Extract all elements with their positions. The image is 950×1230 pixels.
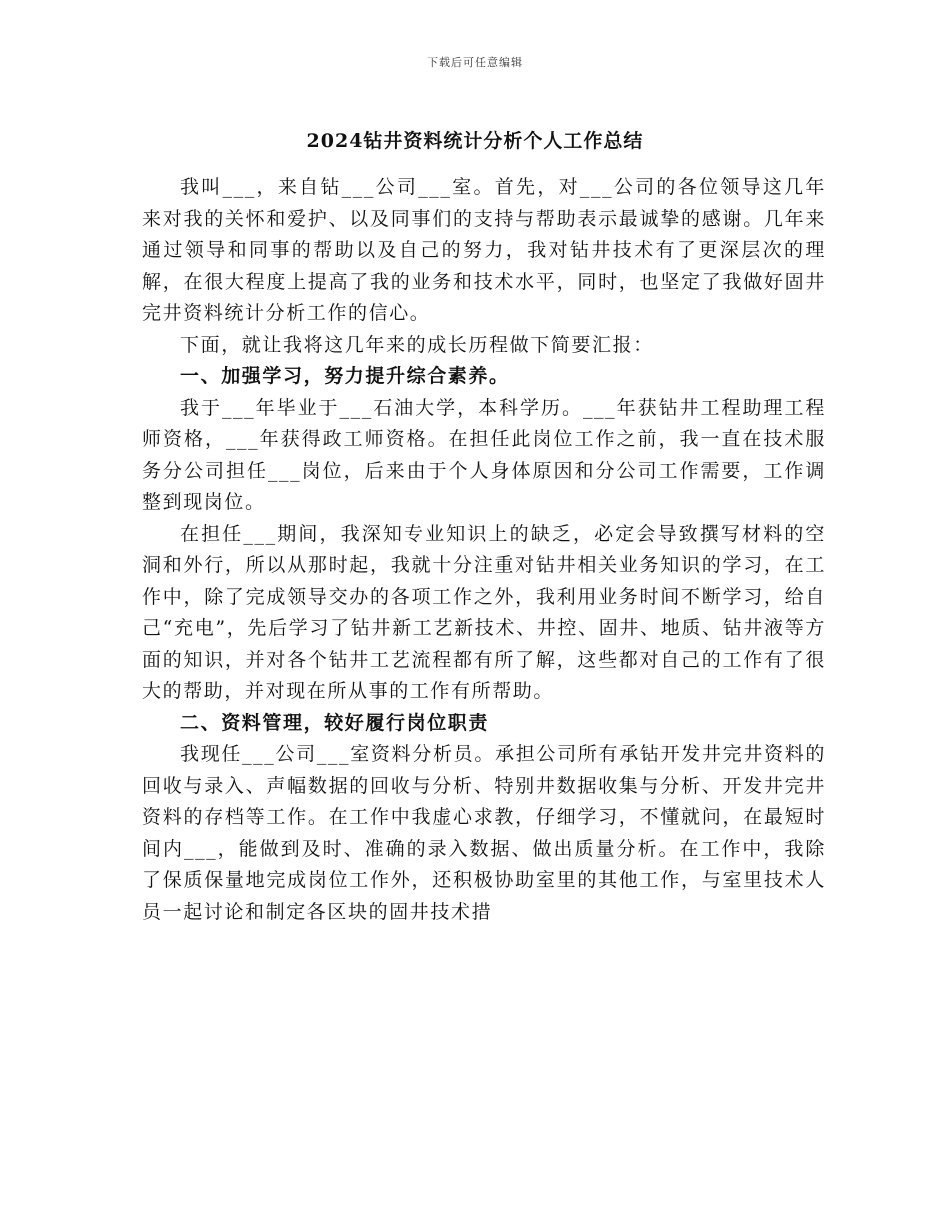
document-title: 2024钻井资料统计分析个人工作总结 bbox=[306, 130, 644, 152]
document-body bbox=[142, 172, 826, 928]
paragraph-learning: 在担任___期间，我深知专业知识上的缺乏，必定会导致撰写材料的空洞和外行，所以从那时起，我就十分注重对钻井相关业务知识的学习，在工作中，除了完成领导交办的各项工作之外，我利用业务时间不断学习，给自己“充电”，先后学习了钻井新工艺新技术、井控、固井、地质、钻井液等方面的知识，并对各个钻井工艺流程都有所了解，这些都对自己的工作有了很大的帮助，并对现在所从事的工作有所帮助。 bbox=[142, 522, 826, 702]
paragraph-report-lead: 下面，就让我将这几年来的成长历程做下简要汇报： bbox=[180, 333, 654, 356]
header-note: 下载后可任意编辑 bbox=[427, 56, 523, 69]
paragraph-duties: 我现任___公司___室资料分析员。承担公司所有承钻开发井完井资料的回收与录入、声幅数据的回收与分析、特别井数据收集与分析、开发井完井资料的存档等工作。在工作中我虚心求教，仔细学习，不懂就问，在最短时间内___，能做到及时、准确的录入数据、做出质量分析。在工作中，我除了保质保量地完成岗位工作外，还积极协助室里的其他工作，与室里技术人员一起讨论和制定各区块的固井技术措 bbox=[142, 743, 826, 923]
paragraph-education: 我于___年毕业于___石油大学，本科学历。___年获钻井工程助理工程师资格，___年获得政工师资格。在担任此岗位工作之前，我一直在技术服务分公司担任___岗位，后来由于个人身体原因和分公司工作需要，工作调整到现岗位。 bbox=[142, 396, 826, 513]
section-heading-1: 一、加强学习，努力提升综合素养。 bbox=[180, 365, 510, 387]
section-heading-2: 二、资料管理，较好履行岗位职责 bbox=[180, 711, 490, 734]
paragraph-intro: 我叫___，来自钻___公司___室。首先，对___公司的各位领导这几年来对我的关怀和爱护、以及同事们的支持与帮助表示最诚挚的感谢。几年来通过领导和同事的帮助以及自己的努力，我对钻井技术有了更深层次的理解，在很大程度上提高了我的业务和技术水平，同时，也坚定了我做好固井完井资料统计分析工作的信心。 bbox=[142, 176, 826, 324]
